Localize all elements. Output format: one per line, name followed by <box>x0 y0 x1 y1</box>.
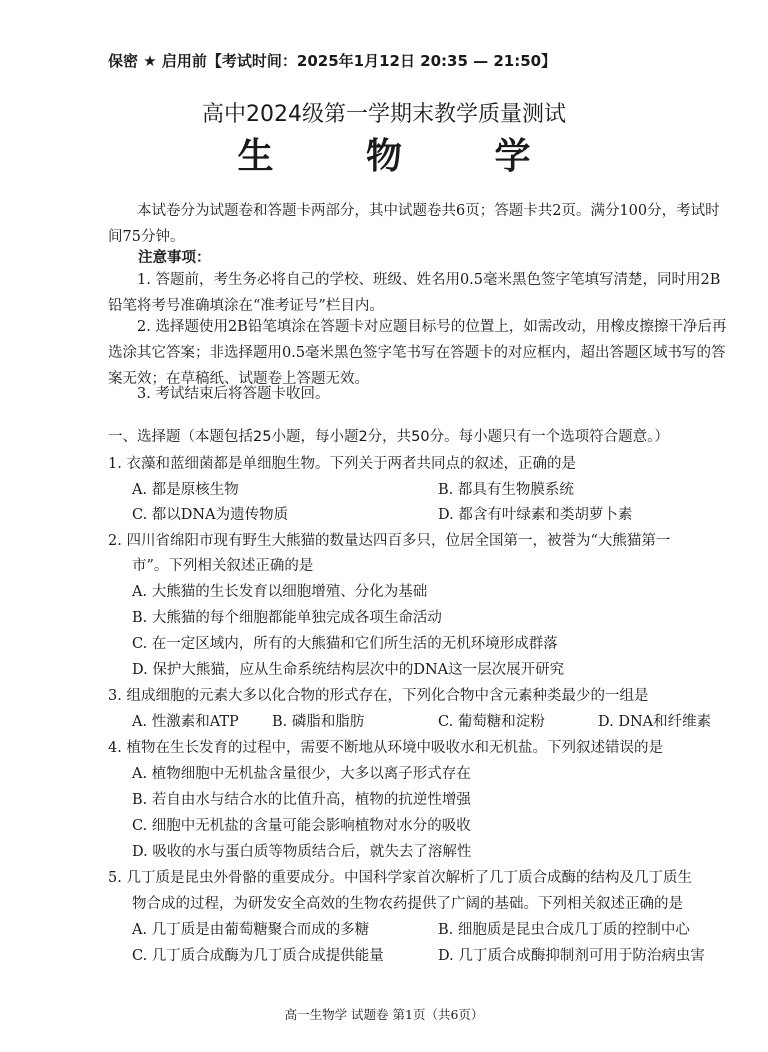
question-option: D. 都含有叶绿素和类胡萝卜素 <box>438 507 633 523</box>
question-stem: 1. 衣藻和蓝细菌都是单细胞生物。下列关于两者共同点的叙述，正确的是 <box>108 456 576 472</box>
question-stem: 4. 植物在生长发育的过程中，需要不断地从环境中吸收水和无机盐。下列叙述错误的是 <box>108 740 663 756</box>
question-option: D. DNA和纤维素 <box>598 714 712 730</box>
intro-paragraph: 本试卷分为试题卷和答题卡两部分，其中试题卷共6页；答题卡共2页。满分100分，考试时间75分钟。 <box>108 203 720 245</box>
question-option: C. 葡萄糖和淀粉 <box>438 714 545 730</box>
question-option: B. 大熊猫的每个细胞都能单独完成各项生命活动 <box>132 610 442 626</box>
exam-title: 高中2024级第一学期末教学质量测试 <box>202 102 566 127</box>
question-option: A. 几丁质是由葡萄糖聚合而成的多糖 <box>132 922 370 938</box>
question-option: D. 保护大熊猫，应从生命系统结构层次中的DNA这一层次展开研究 <box>132 662 565 678</box>
subject-title: 生 物 学 <box>237 136 571 177</box>
question-stem: 物合成的过程，为研发安全高效的生物农药提供了广阔的基础。下列相关叙述正确的是 <box>132 896 683 912</box>
question-option: B. 若自由水与结合水的比值升高，植物的抗逆性增强 <box>132 792 471 808</box>
question-stem: 5. 几丁质是昆虫外骨骼的重要成分。中国科学家首次解析了几丁质合成酶的结构及几丁质生 <box>108 870 692 886</box>
question-stem: 3. 组成细胞的元素大多以化合物的形式存在，下列化合物中含元素种类最少的一组是 <box>108 688 649 704</box>
question-option: D. 几丁质合成酶抑制剂可用于防治病虫害 <box>438 948 705 964</box>
question-option: A. 植物细胞中无机盐含量很少，大多以离子形式存在 <box>132 766 471 782</box>
question-option: A. 都是原核生物 <box>132 482 239 498</box>
question-option: C. 细胞中无机盐的含量可能会影响植物对水分的吸收 <box>132 818 471 834</box>
notice-title: 注意事项： <box>138 249 211 266</box>
question-stem: 市”。下列相关叙述正确的是 <box>132 558 314 574</box>
question-option: C. 都以DNA为遗传物质 <box>132 507 289 523</box>
question-option: A. 大熊猫的生长发育以细胞增殖、分化为基础 <box>132 584 428 600</box>
notice-item: 3. 考试结束后将答题卡收回。 <box>137 386 330 402</box>
notice-item: 1. 答题前，考生务必将自己的学校、班级、姓名用0.5毫米黑色签字笔填写清楚，同时用2B铅笔将考号准确填涂在“准考证号”栏目内。 <box>108 272 721 314</box>
section-title: 一、选择题（本题包括25小题，每小题2分，共50分。每小题只有一个选项符合题意。） <box>108 429 669 445</box>
question-option: C. 几丁质合成酶为几丁质合成提供能量 <box>132 948 384 964</box>
question-option: B. 磷脂和脂肪 <box>272 714 365 730</box>
question-option: B. 细胞质是昆虫合成几丁质的控制中心 <box>438 922 690 938</box>
question-option: C. 在一定区域内，所有的大熊猫和它们所生活的无机环境形成群落 <box>132 636 558 652</box>
question-option: A. 性激素和ATP <box>132 714 239 730</box>
exam-header: 保密 ★ 启用前【考试时间：2025年1月12日 20:35 — 21:50】 <box>108 52 557 70</box>
question-option: B. 都具有生物膜系统 <box>438 482 574 498</box>
notice-item: 2. 选择题使用2B铅笔填涂在答题卡对应题目标号的位置上，如需改动，用橡皮擦擦干净后再选涂其它答案；非选择题用0.5毫米黑色签字笔书写在答题卡的对应框内，超出答题区域书写的答案无效；在草稿纸、试题卷上答题无效。 <box>108 319 727 387</box>
question-option: D. 吸收的水与蛋白质等物质结合后，就失去了溶解性 <box>132 844 472 860</box>
question-stem: 2. 四川省绵阳市现有野生大熊猫的数量达四百多只，位居全国第一，被誉为“大熊猫第一 <box>108 533 671 549</box>
page-footer: 高一生物学 试题卷 第1页（共6页） <box>284 1007 484 1022</box>
